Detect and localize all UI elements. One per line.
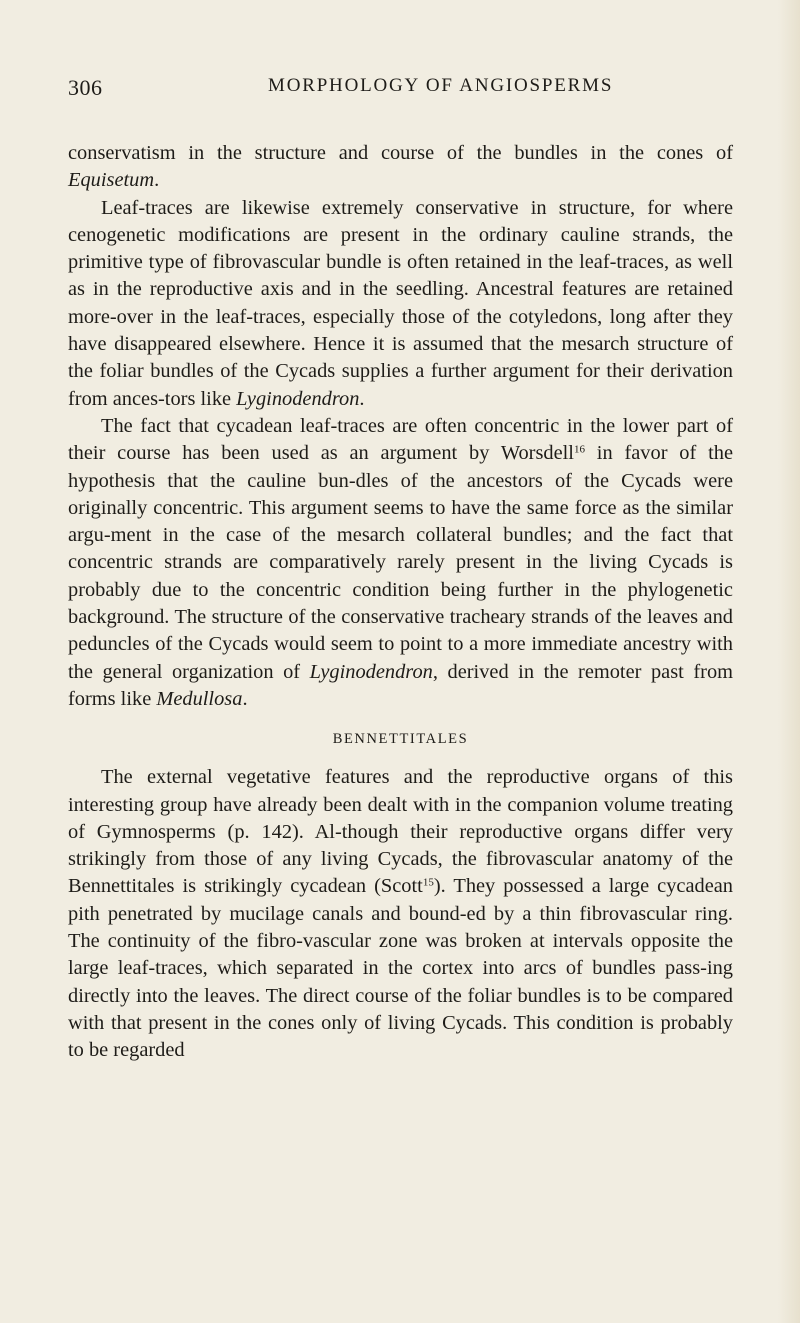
section-heading: BENNETTITALES (332, 731, 469, 748)
footnote-reference: 16 (573, 443, 585, 456)
paragraph-concentric-traces (68, 413, 733, 713)
running-title: MORPHOLOGY OF ANGIOSPERMS (268, 75, 614, 96)
text-run: conservatism in the structure and course of the bundles in the cones of (68, 142, 733, 164)
footnote-reference: 15 (422, 876, 434, 889)
page-edge-shading (778, 0, 800, 1323)
text-run: The fact that cycadean leaf-traces are often concentric in the lower part of their course has been used as an argument by Worsdell (68, 414, 733, 465)
text-run: , derived in the remoter past from forms like (68, 660, 733, 710)
page-header (68, 75, 733, 105)
paragraph-leaf-traces (68, 195, 733, 413)
paragraph-continuation (68, 140, 733, 195)
taxon-name: Equisetum (68, 169, 155, 192)
taxon-name: Medullosa (156, 687, 243, 710)
paragraph-bennettitales (68, 764, 733, 1064)
text-run: . (154, 169, 160, 192)
text-run: Leaf-traces are likewise extremely conservative in structure, for where cenogenetic modifications are present in the ordinary cauline strands, the primitive type of fibrovascular bundle is often retained in the leaf-traces, as well as in the reproductive axis and in the seedling. Ancestral features are retained more-over in the leaf-traces, especially those of the cotyledons, long after they have disappeared elsewhere. Hence it is assumed that the mesarch structure of the foliar bundles of the Cycads supplies a further argument for their derivation from ances-tors like (68, 196, 733, 410)
text-run: ). They possessed a large cycadean pith penetrated by mucilage canals and bound-ed by a thin fibrovascular ring. The continuity of the fibro-vascular zone was broken at intervals opposite the large leaf-traces, which separated in the cortex into arcs of bundles pass-ing directly into the leaves. The direct course of the foliar bundles is to be compared with that present in the cones only of living Cycads. This condition is probably to be regarded (68, 875, 734, 1062)
text-run: in favor of the hypothesis that the cauline bun-dles of the ancestors of the Cycads were originally concentric. This argument seems to have the same force as the similar argu-ment in the case of the mesarch collateral bundles; and the fact that concentric strands are comparatively rarely present in the living Cycads is probably due to the concentric condition being further in the phylogenetic background. The structure of the conservative tracheary strands of the leaves and peduncles of the Cycads would seem to point to a more immediate ancestry with the general organization of (68, 442, 734, 683)
text-run: . (242, 687, 248, 710)
text-run: . (359, 387, 365, 410)
taxon-name: Lyginodendron (309, 660, 433, 683)
text-run: The external vegetative features and the reproductive organs of this interesting group have already been dealt with in the companion volume treating of Gymnosperms (p. 142). Al-though their reproductive organs differ very strikingly from those of any living Cycads, the fibrovascular anatomy of the Bennettitales is strikingly cycadean (Scott (68, 766, 733, 898)
body-text (68, 140, 733, 1065)
taxon-name: Lyginodendron (236, 387, 360, 410)
page-number: 306 (68, 75, 103, 100)
